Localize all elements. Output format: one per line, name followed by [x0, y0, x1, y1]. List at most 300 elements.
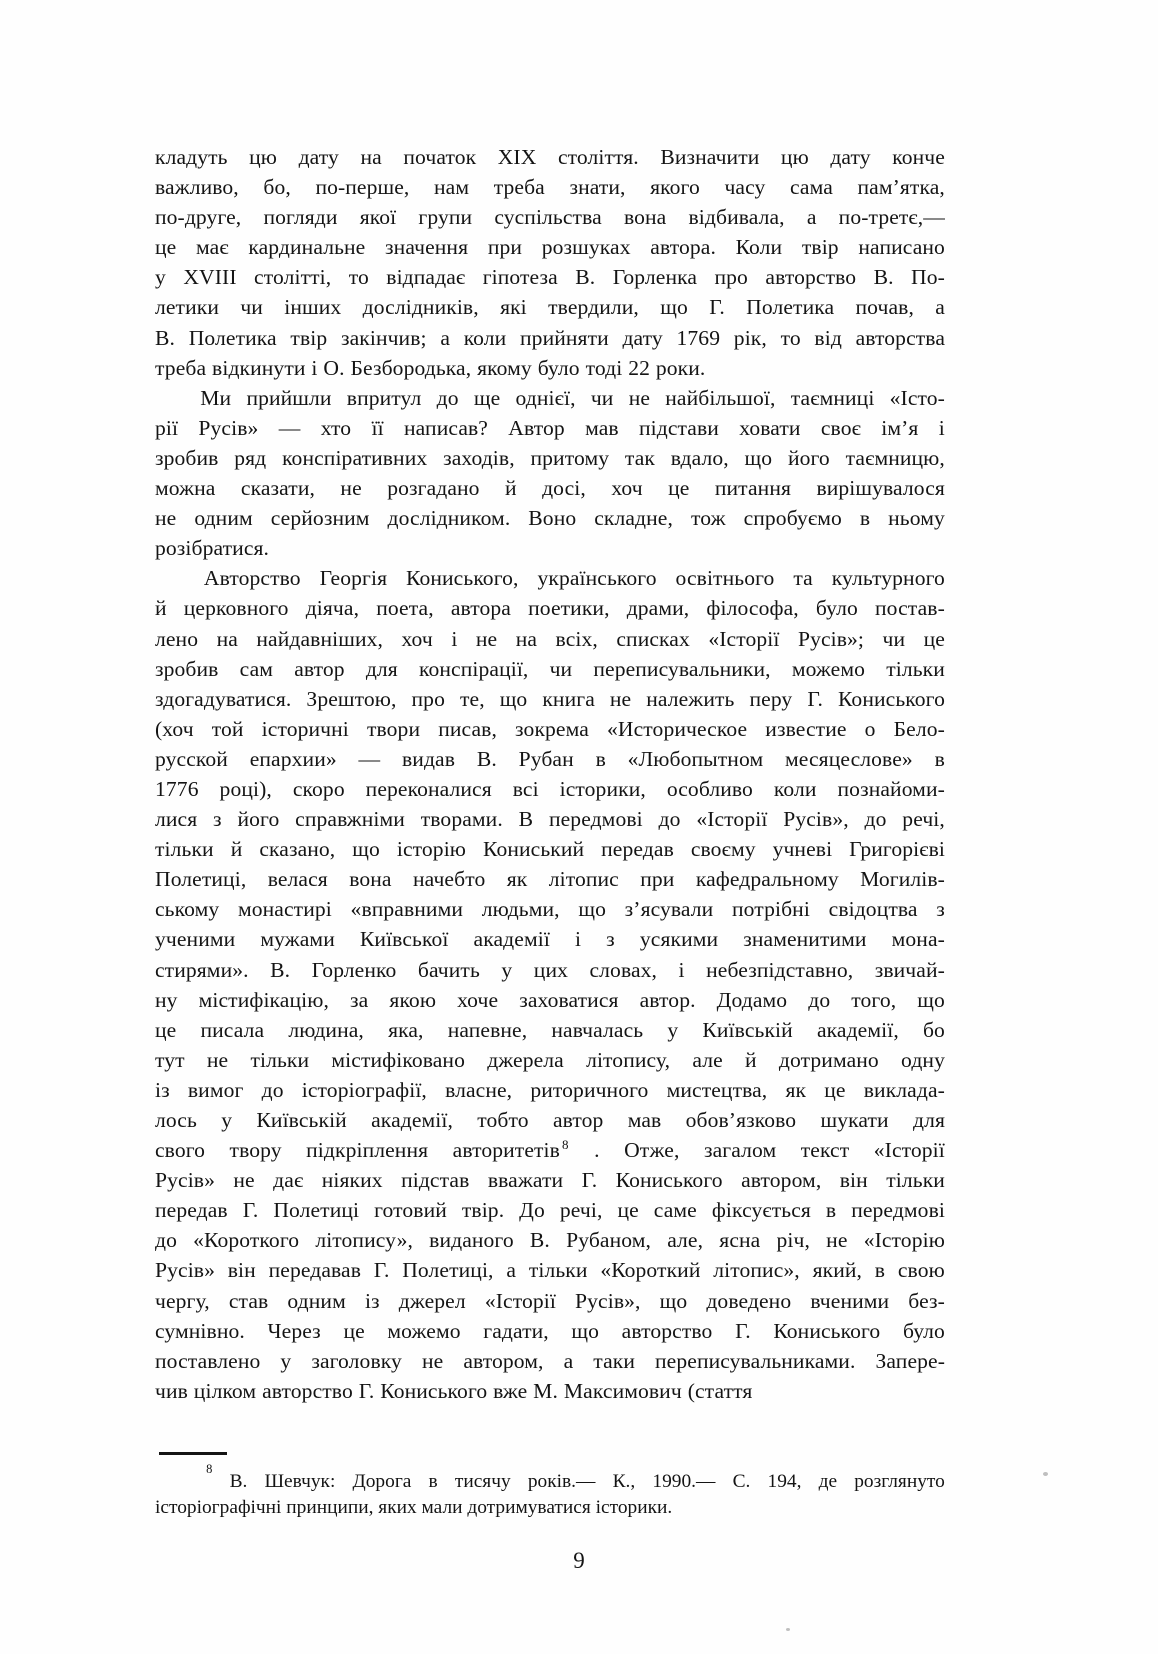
word: про [714, 265, 748, 290]
paragraph-3 [155, 563, 945, 1406]
word: авторитетів $^8$ [452, 1136, 569, 1163]
word: але [692, 1047, 723, 1072]
word: Кониського [838, 686, 945, 711]
word: автор. [639, 987, 696, 1012]
word: автора. [650, 235, 716, 260]
word: його [787, 445, 830, 470]
word: на [216, 626, 238, 651]
word: твердили, [548, 295, 639, 320]
footnote-text [155, 1462, 945, 1521]
word: століття. [557, 145, 639, 169]
word: Полетиці, [155, 867, 247, 892]
word: він [839, 1168, 868, 1193]
word: риторичного [530, 1077, 649, 1102]
word: у [280, 1348, 292, 1373]
word: мона- [891, 927, 945, 952]
word: а [806, 205, 817, 230]
text-line [155, 1045, 945, 1075]
word: до [155, 1228, 177, 1253]
word: по-друге, [155, 205, 242, 230]
word: конче [892, 145, 945, 169]
word: джерел [398, 1288, 466, 1313]
word: заголовку [311, 1348, 402, 1373]
word: дату [622, 325, 663, 350]
word: цю [249, 145, 278, 169]
word: передмові [548, 807, 643, 832]
word: у [667, 1017, 679, 1042]
word: лось [155, 1108, 197, 1132]
word: не [340, 476, 362, 501]
word: кладуть [155, 145, 228, 169]
word: вона [349, 867, 392, 892]
word: з [213, 807, 222, 832]
word: «Історії [484, 1288, 556, 1313]
word: мужами [260, 927, 335, 952]
word: нам [434, 175, 470, 200]
word: познайоми- [837, 776, 945, 801]
word: ученими [155, 927, 236, 952]
word: початок [403, 145, 477, 169]
word: діяча, [305, 596, 360, 621]
text-line [155, 1135, 945, 1165]
word: таки [593, 1348, 636, 1373]
word: до [864, 807, 887, 832]
word: учневі [772, 837, 833, 862]
word: і [451, 626, 458, 651]
word: як [506, 867, 528, 892]
word: фіксується [711, 1198, 811, 1223]
word: тисячу [454, 1471, 511, 1492]
word: бачить [417, 957, 480, 982]
word: що [660, 295, 688, 320]
word: якою [389, 987, 437, 1012]
word: й [505, 476, 517, 501]
text-line [155, 262, 945, 292]
word: це [824, 1077, 846, 1102]
word: В [518, 807, 534, 832]
word: Шевчук: [264, 1471, 336, 1492]
word: Горленка [612, 265, 698, 290]
word: таємницю, [845, 445, 945, 470]
text-line [155, 744, 945, 774]
word: то [348, 265, 369, 290]
word: заховатися [519, 987, 619, 1012]
word: закінчив; [340, 325, 427, 350]
word: став [228, 1288, 269, 1313]
word: який, [812, 1258, 863, 1283]
word: передав [601, 837, 674, 862]
footnote-line [155, 1462, 945, 1495]
word: зробив [155, 445, 219, 470]
word: Г. [807, 686, 823, 711]
word: але, [667, 1228, 704, 1253]
word: на [515, 626, 538, 651]
word: про [411, 686, 445, 711]
word: то [780, 325, 801, 350]
word: Полетиці, [402, 1258, 494, 1283]
word: яка, [388, 1017, 424, 1042]
word: в [874, 1258, 886, 1283]
word: в [825, 1198, 837, 1223]
word: «Історії [873, 1138, 945, 1163]
text-line [155, 1346, 945, 1376]
word: зокрема [515, 716, 589, 741]
word: тільки [155, 837, 214, 862]
word: До [519, 1198, 545, 1223]
word: а [935, 295, 945, 320]
word: в [428, 1471, 438, 1492]
word: сказано, [259, 837, 336, 862]
word: найдавніших, [256, 626, 384, 651]
text-line [155, 955, 945, 985]
word: як [785, 1077, 807, 1102]
word: групи [418, 205, 473, 230]
word: написано [858, 235, 945, 260]
word: переконалися [365, 776, 492, 801]
word: Київської [359, 927, 449, 952]
word: XIX [497, 145, 537, 169]
word: В. [873, 265, 894, 290]
word: того, [851, 987, 897, 1012]
word: при [487, 235, 523, 260]
word: Київській [256, 1108, 347, 1132]
word: тільки [250, 1047, 310, 1072]
word: культурного [831, 566, 945, 591]
word: драми, [626, 596, 690, 621]
word: авторства [855, 325, 945, 350]
word: Отже, [624, 1138, 680, 1163]
word: Русів», [783, 807, 849, 832]
word: так [624, 445, 655, 470]
word: Дорога [352, 1471, 412, 1492]
word: вирішувалося [816, 476, 945, 501]
word: річ, [776, 1228, 810, 1253]
word: можна [155, 476, 216, 501]
word: «Любопытном [627, 746, 764, 771]
text-line [155, 924, 945, 954]
word: академії, [816, 1017, 899, 1042]
word: цю [780, 145, 809, 169]
word: погляди [263, 205, 338, 230]
word: що [571, 1318, 600, 1343]
word: й [745, 1047, 757, 1072]
word: не [609, 686, 632, 711]
word: переписувальники, [593, 656, 771, 681]
word: пам’ятка, [857, 175, 945, 200]
word: твір [801, 235, 839, 260]
word: С. [732, 1471, 751, 1492]
word: історики, [559, 776, 646, 801]
word: той [211, 716, 244, 741]
word: він [227, 1258, 256, 1283]
word: не [628, 385, 651, 410]
word: В. [575, 265, 596, 290]
word: «Короткого [193, 1228, 300, 1253]
word: одним [194, 506, 253, 531]
word: Г. [581, 1168, 598, 1193]
word: конспіративних [282, 445, 428, 470]
word: по-третє,— [838, 205, 945, 230]
word: що [744, 445, 773, 470]
word: можемо [387, 1318, 461, 1343]
word: книга [542, 686, 595, 711]
word: в [859, 506, 871, 531]
word: за [350, 987, 369, 1012]
word: писав, [438, 716, 497, 741]
word: Полетика [188, 325, 277, 350]
text-line [155, 774, 945, 804]
word: вона [623, 205, 667, 230]
word: кардинальне [248, 235, 366, 260]
word: загалом [703, 1138, 777, 1163]
word: рік, [733, 325, 767, 350]
word: Рубан [518, 746, 574, 771]
word: мистецтва, [666, 1077, 768, 1102]
word: столітті, [254, 265, 332, 290]
footnote-reference[interactable]: 8 [561, 1136, 569, 1152]
word: одним [287, 1288, 346, 1313]
word: з [936, 897, 945, 922]
word: тільки [886, 1168, 945, 1193]
word: хто [320, 415, 352, 440]
word: сумнівно. [155, 1318, 245, 1343]
word: «Істо- [889, 385, 945, 410]
word: відбивала, [688, 205, 785, 230]
word: здогадуватися. [155, 686, 292, 711]
word: знаменитими [743, 927, 867, 952]
word: важливо, [155, 175, 239, 200]
word: месяцеслове» [785, 746, 913, 771]
word: передав [155, 1198, 228, 1223]
word: серйозним [270, 506, 370, 531]
word: не [421, 1348, 444, 1373]
word: Русів» [198, 415, 259, 440]
word: начебто [412, 867, 486, 892]
word: підстави [638, 415, 719, 440]
word: словах, [589, 957, 658, 982]
paragraph-indent [155, 383, 185, 413]
word: літопис [548, 867, 619, 892]
word: чергу, [155, 1288, 210, 1313]
word: філософа, [706, 596, 799, 621]
text-line: треба відкинути і О. Безбородька, якому було тоді 22 роки. [155, 355, 706, 380]
word: справжніми [295, 807, 405, 832]
word: церковного [183, 596, 289, 621]
word: твір. [461, 1198, 505, 1223]
text-line [155, 804, 945, 834]
word: році), [219, 776, 272, 801]
word: передмові [851, 1198, 945, 1223]
scan-speck [786, 1628, 790, 1631]
word: хоче [457, 987, 499, 1012]
word: В. [476, 746, 497, 771]
word: складне, [594, 506, 673, 531]
word: бо [922, 1017, 945, 1042]
footnote-number: 8 [206, 1462, 213, 1476]
word: Г. [735, 1318, 751, 1343]
word: значення [385, 235, 469, 260]
text-line [155, 473, 945, 503]
word: ховати [739, 415, 801, 440]
text-line [155, 1165, 945, 1195]
text-line [155, 834, 945, 864]
word: для [912, 1108, 945, 1132]
word: Георгія [319, 566, 388, 591]
word: готовий [374, 1198, 447, 1223]
text-line [155, 1316, 945, 1346]
word: дослідником. [387, 506, 511, 531]
word: це [923, 626, 945, 651]
word: велася [267, 867, 328, 892]
word: Рубаном, [566, 1228, 652, 1253]
word: містифікацію, [198, 987, 329, 1012]
text-line [155, 1255, 945, 1285]
word: хоч [401, 626, 433, 651]
word: ясна [719, 1228, 761, 1253]
word: гіпотеза [482, 265, 558, 290]
word: років.— [527, 1471, 596, 1492]
word: свою [897, 1258, 945, 1283]
word: написав? [404, 415, 488, 440]
text-line [155, 503, 945, 533]
word: поета, [376, 596, 434, 621]
word: Кониського [615, 1168, 723, 1193]
word: це [617, 1198, 639, 1223]
word: тобто [477, 1108, 529, 1132]
word: однієї, [515, 385, 576, 410]
paragraph-indent [155, 563, 185, 593]
word: Русів» [155, 1168, 215, 1193]
word: . [594, 1138, 600, 1163]
word: 1769 [676, 325, 721, 350]
word: стирями». [155, 957, 249, 982]
word: до [808, 987, 831, 1012]
text-line [155, 624, 945, 654]
word: якого [650, 175, 700, 200]
word: досі, [542, 476, 586, 501]
scan-speck [1043, 1472, 1048, 1476]
word: ряд [234, 445, 267, 470]
word: К., [612, 1471, 636, 1492]
word: хоч [611, 476, 643, 501]
word: XVIII [183, 265, 237, 290]
word: Г. [709, 295, 725, 320]
word: сказати, [240, 476, 315, 501]
word: — [278, 415, 301, 440]
word: особливо [666, 776, 753, 801]
word: знати, [569, 175, 626, 200]
word: вченими [810, 1288, 890, 1313]
word: твір [290, 325, 328, 350]
word: із [364, 1288, 380, 1313]
word: українського [537, 566, 657, 591]
word: Кониського [773, 1318, 881, 1343]
text-line [155, 292, 945, 322]
word: всі [512, 776, 539, 801]
word: 1990.— [652, 1471, 716, 1492]
word: напевне, [447, 1017, 528, 1042]
word: Коли [735, 235, 783, 260]
word: ще [473, 385, 501, 410]
word: Київській [702, 1017, 793, 1042]
word: впритул [346, 385, 422, 410]
word: лено [155, 626, 199, 651]
text-line [155, 323, 945, 353]
word: видав [402, 746, 456, 771]
word: перу [749, 686, 793, 711]
word: спробуємо [743, 506, 842, 531]
word: у [501, 957, 513, 982]
word: Русів»; [797, 626, 865, 651]
word: що [352, 837, 380, 862]
word: літопису, [586, 1047, 671, 1072]
word: тож [690, 506, 726, 531]
word: по-перше, [315, 175, 410, 200]
word: писала [200, 1017, 265, 1042]
word: конспірації, [419, 656, 529, 681]
word: у [221, 1108, 233, 1132]
word: було [815, 596, 858, 621]
word: русской [155, 746, 228, 771]
word: Авторство [203, 566, 301, 591]
word: заходів, [443, 445, 515, 470]
word: Автор [508, 415, 565, 440]
word: В. [270, 957, 291, 982]
word: те, [459, 686, 485, 711]
text-line [155, 684, 945, 714]
word: усякими [639, 927, 719, 952]
word: «Історії [696, 807, 768, 832]
word: В. [529, 1228, 550, 1253]
word: текст [800, 1138, 850, 1163]
word: речі, [559, 1198, 603, 1223]
word: було [902, 1318, 945, 1343]
word: коли [463, 325, 507, 350]
word: мав [627, 1108, 662, 1132]
text-line [155, 142, 945, 172]
word: твору [229, 1138, 282, 1163]
text-line [155, 383, 945, 413]
text-line [155, 1105, 945, 1135]
page-number: 9 [573, 1548, 585, 1573]
word: належить [646, 686, 735, 711]
word: дає [273, 1168, 304, 1193]
word: це [668, 476, 690, 501]
word: не [475, 626, 498, 651]
word: має [196, 235, 229, 260]
word: Визначити [660, 145, 760, 169]
word: своєму [690, 837, 756, 862]
word: Через [267, 1318, 321, 1343]
text-line [155, 172, 945, 202]
word: По- [911, 265, 945, 290]
word: бо, [263, 175, 291, 200]
word: із [155, 1077, 170, 1102]
word: й [155, 596, 167, 621]
word: до [261, 1077, 284, 1102]
word: тільки [886, 656, 945, 681]
word: Кониський [483, 837, 585, 862]
word: «Короткий [600, 1258, 701, 1283]
word: всіх, [555, 626, 598, 651]
word: й [230, 837, 243, 862]
word: автором, [463, 1348, 544, 1373]
word: Кониського, [406, 566, 519, 591]
word: автором, [741, 1168, 822, 1193]
word: чи [590, 385, 614, 410]
word: «Историческое [607, 716, 748, 741]
word: автора [450, 596, 511, 621]
